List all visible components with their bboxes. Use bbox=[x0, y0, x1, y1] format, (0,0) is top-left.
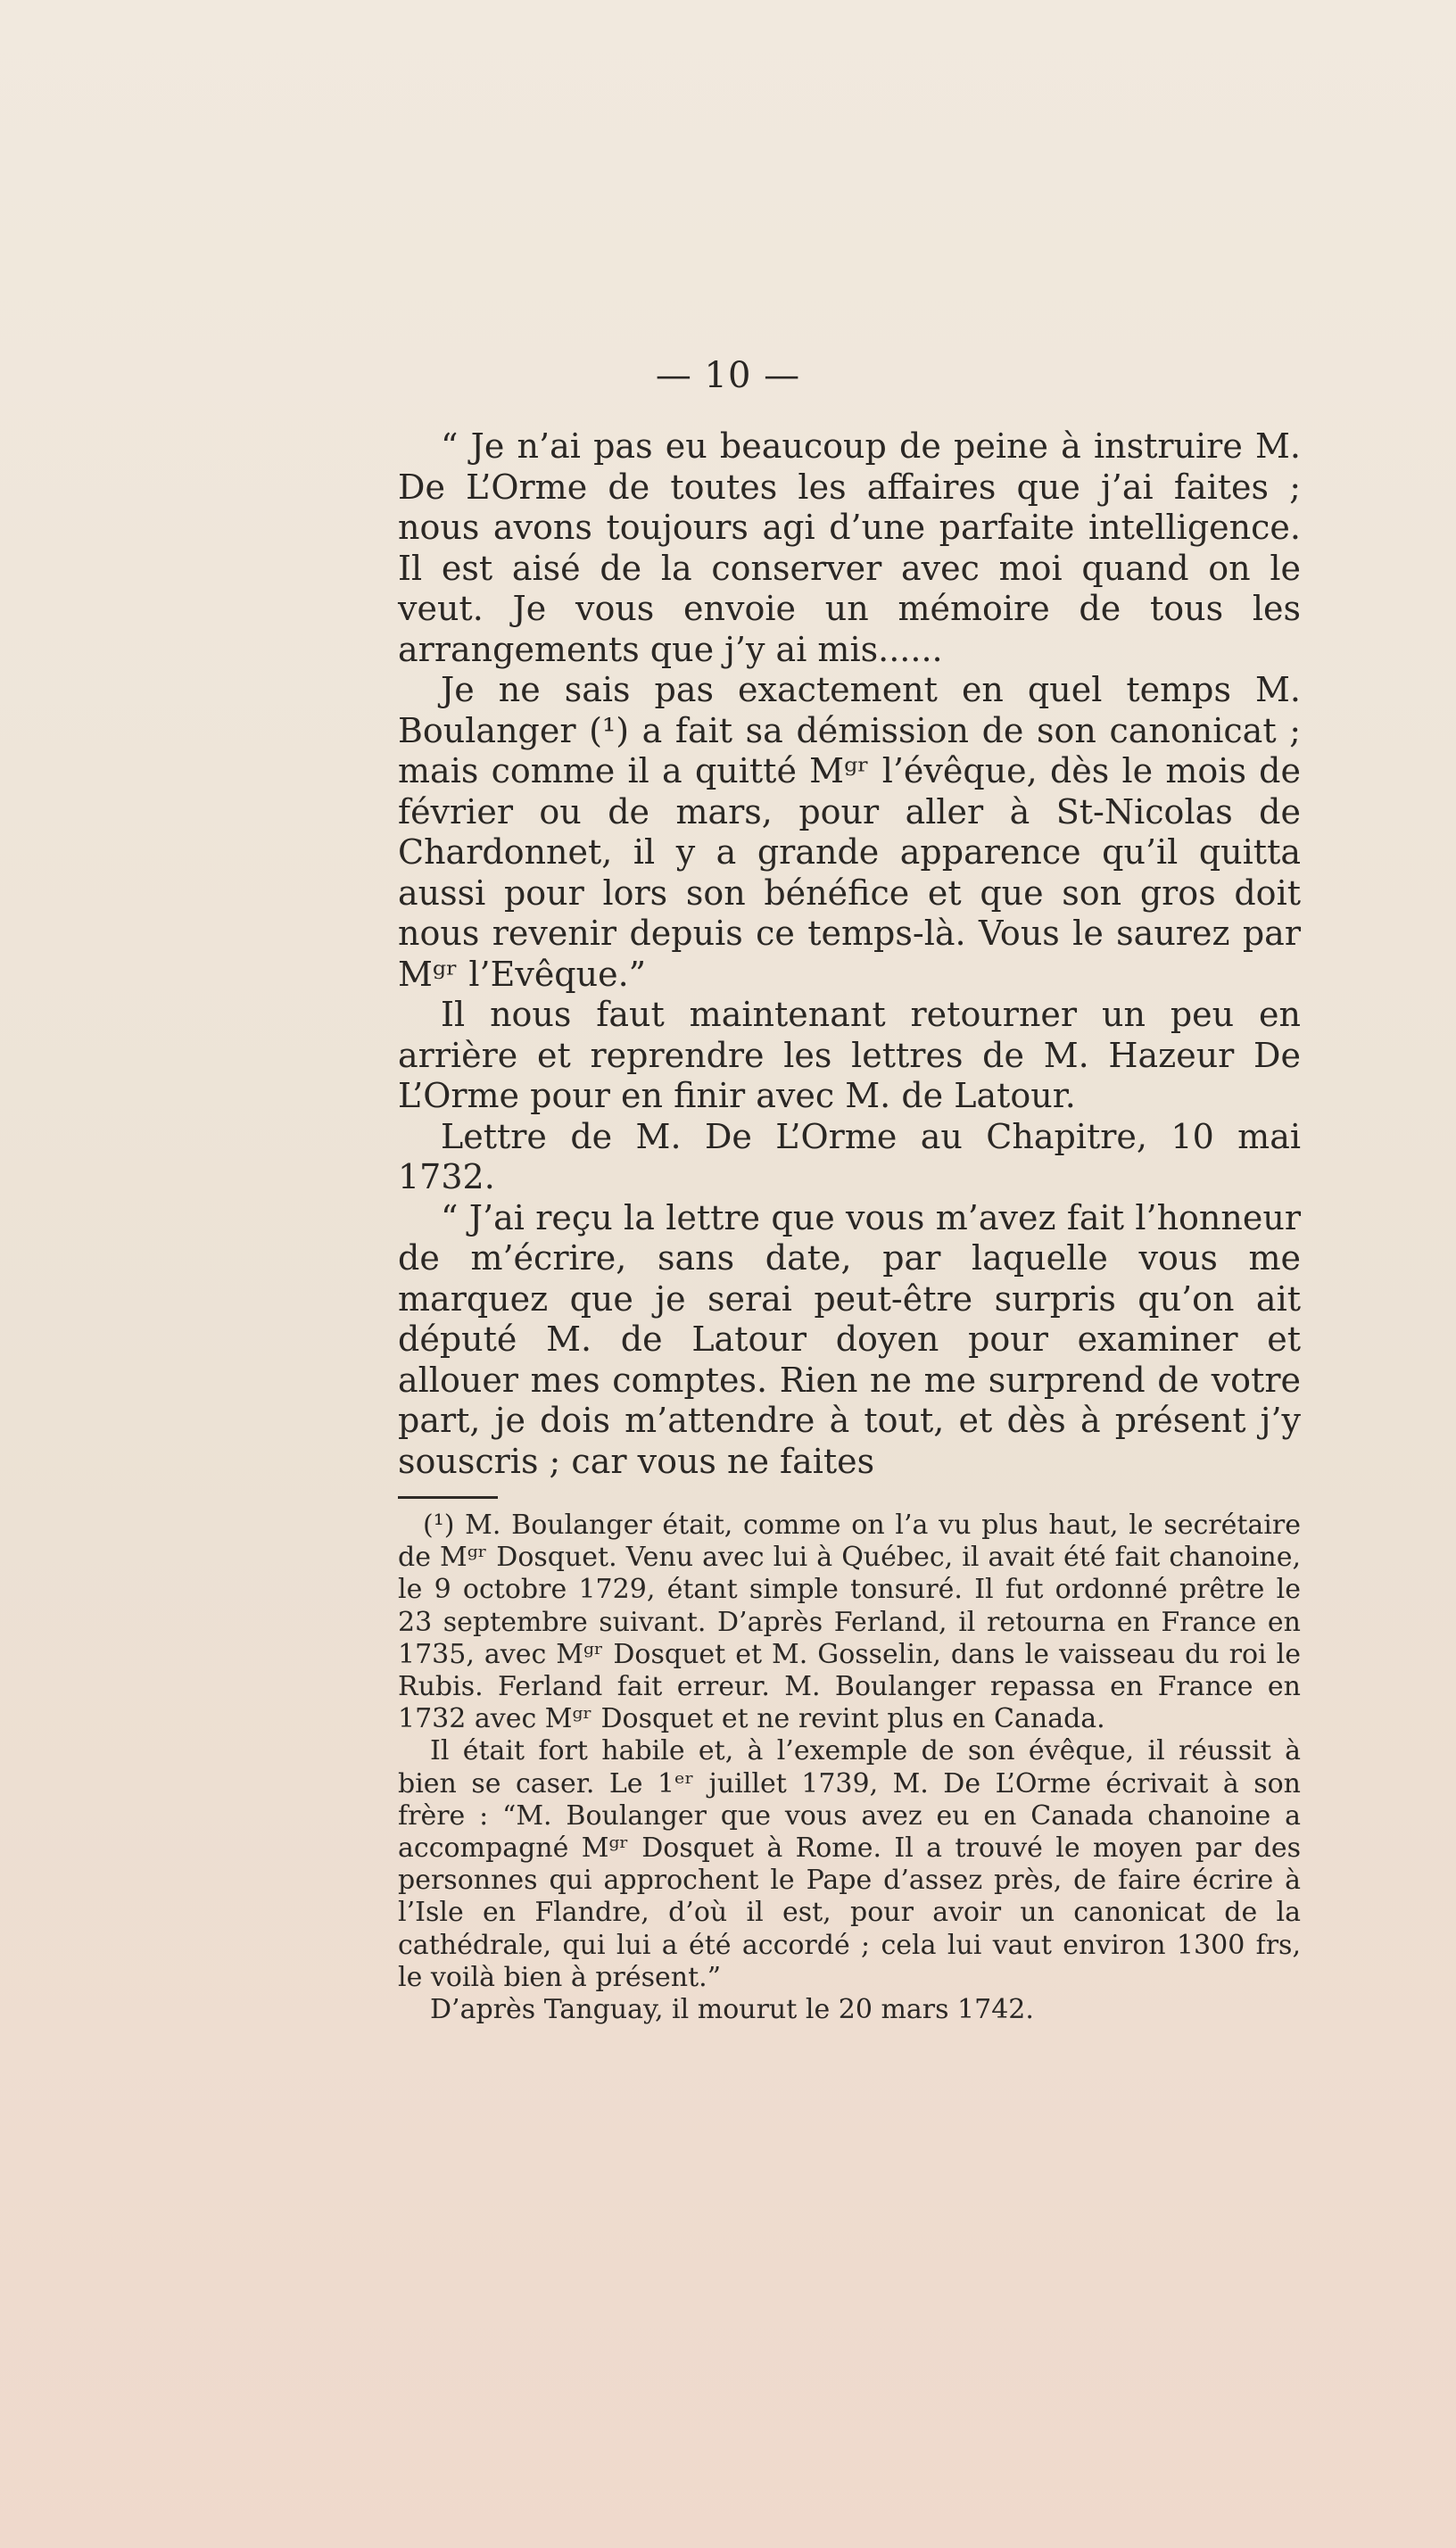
body-paragraph: Il nous faut maintenant retourner un peu en arrière et reprendre les lettres de M. Hazeur De L’Orme pour en finir avec M. de Latour. bbox=[398, 995, 1301, 1115]
body-paragraph: “ Je n’ai pas eu beaucoup de peine à instruire M. De L’Orme de toutes les affaires que j’ai faites ; nous avons toujours agi d’une parfaite intelligence. Il est aisé de la conserver avec moi quand on le veut. Je vous envoie un mémoire de tous les arrangements que j’y ai mis...... bbox=[398, 426, 1301, 669]
footnote-divider bbox=[398, 1496, 498, 1499]
footnote-paragraph: D’après Tanguay, il mourut le 20 mars 1742. bbox=[430, 1994, 1034, 2026]
body-paragraph: Je ne sais pas exactement en quel temps M. Boulanger (¹) a fait sa démission de son canonicat ; mais comme il a quitté Mᵍʳ l’évêque, dès le mois de février ou de mars, pour aller à St-Nicolas de Chardonnet, il y a grande apparence qu’il quitta aussi pour lors son bénéfice et que son gros doit nous revenir depuis ce temps-là. Vous le saurez par Mᵍʳ l’Evêque.” bbox=[398, 670, 1301, 994]
body-paragraph: Lettre de M. De L’Orme au Chapitre, 10 mai 1732. bbox=[398, 1116, 1301, 1196]
body-paragraph: “ J’ai reçu la lettre que vous m’avez fait l’honneur de m’écrire, sans date, par laquelle vous me marquez que je serai peut-être surpris qu’on ait député M. de Latour doyen pour examiner et allouer mes comptes. Rien ne me surprend de votre part, je dois m’attendre à tout, et dès à présent j’y souscris ; car vous ne faites bbox=[398, 1197, 1301, 1481]
footnote-paragraph: Il était fort habile et, à l’exemple de son évêque, il réussit à bien se caser. Le 1ᵉʳ juillet 1739, M. De L’Orme écrivait à son frère : “M. Boulanger que vous avez eu en Canada chanoine a accompagné Mᵍʳ Dosquet à Rome. Il a trouvé le moyen par des personnes qui approchent le Pape d’assez près, de faire écrire à l’Isle en Flandre, d’où il est, pour avoir un canonicat de la cathédrale, qui lui a été accordé ; cela lui vaut environ 1300 frs, le voilà bien à présent.” bbox=[398, 1735, 1301, 1993]
footnote-paragraph: (¹) M. Boulanger était, comme on l’a vu plus haut, le secrétaire de Mᵍʳ Dosquet. Venu avec lui à Québec, il avait été fait chanoine, le 9 octobre 1729, étant simple tonsuré. Il fut ordonné prêtre le 23 septembre suivant. D’après Ferland, il retourna en France en 1735, avec Mᵍʳ Dosquet et M. Gosselin, dans le vaisseau du roi le Rubis. Ferland fait erreur. M. Boulanger repassa en France en 1732 avec Mᵍʳ Dosquet et ne revint plus en Canada. bbox=[398, 1510, 1301, 1735]
text-block bbox=[398, 426, 1301, 2026]
page-number: — 10 — bbox=[655, 355, 801, 396]
